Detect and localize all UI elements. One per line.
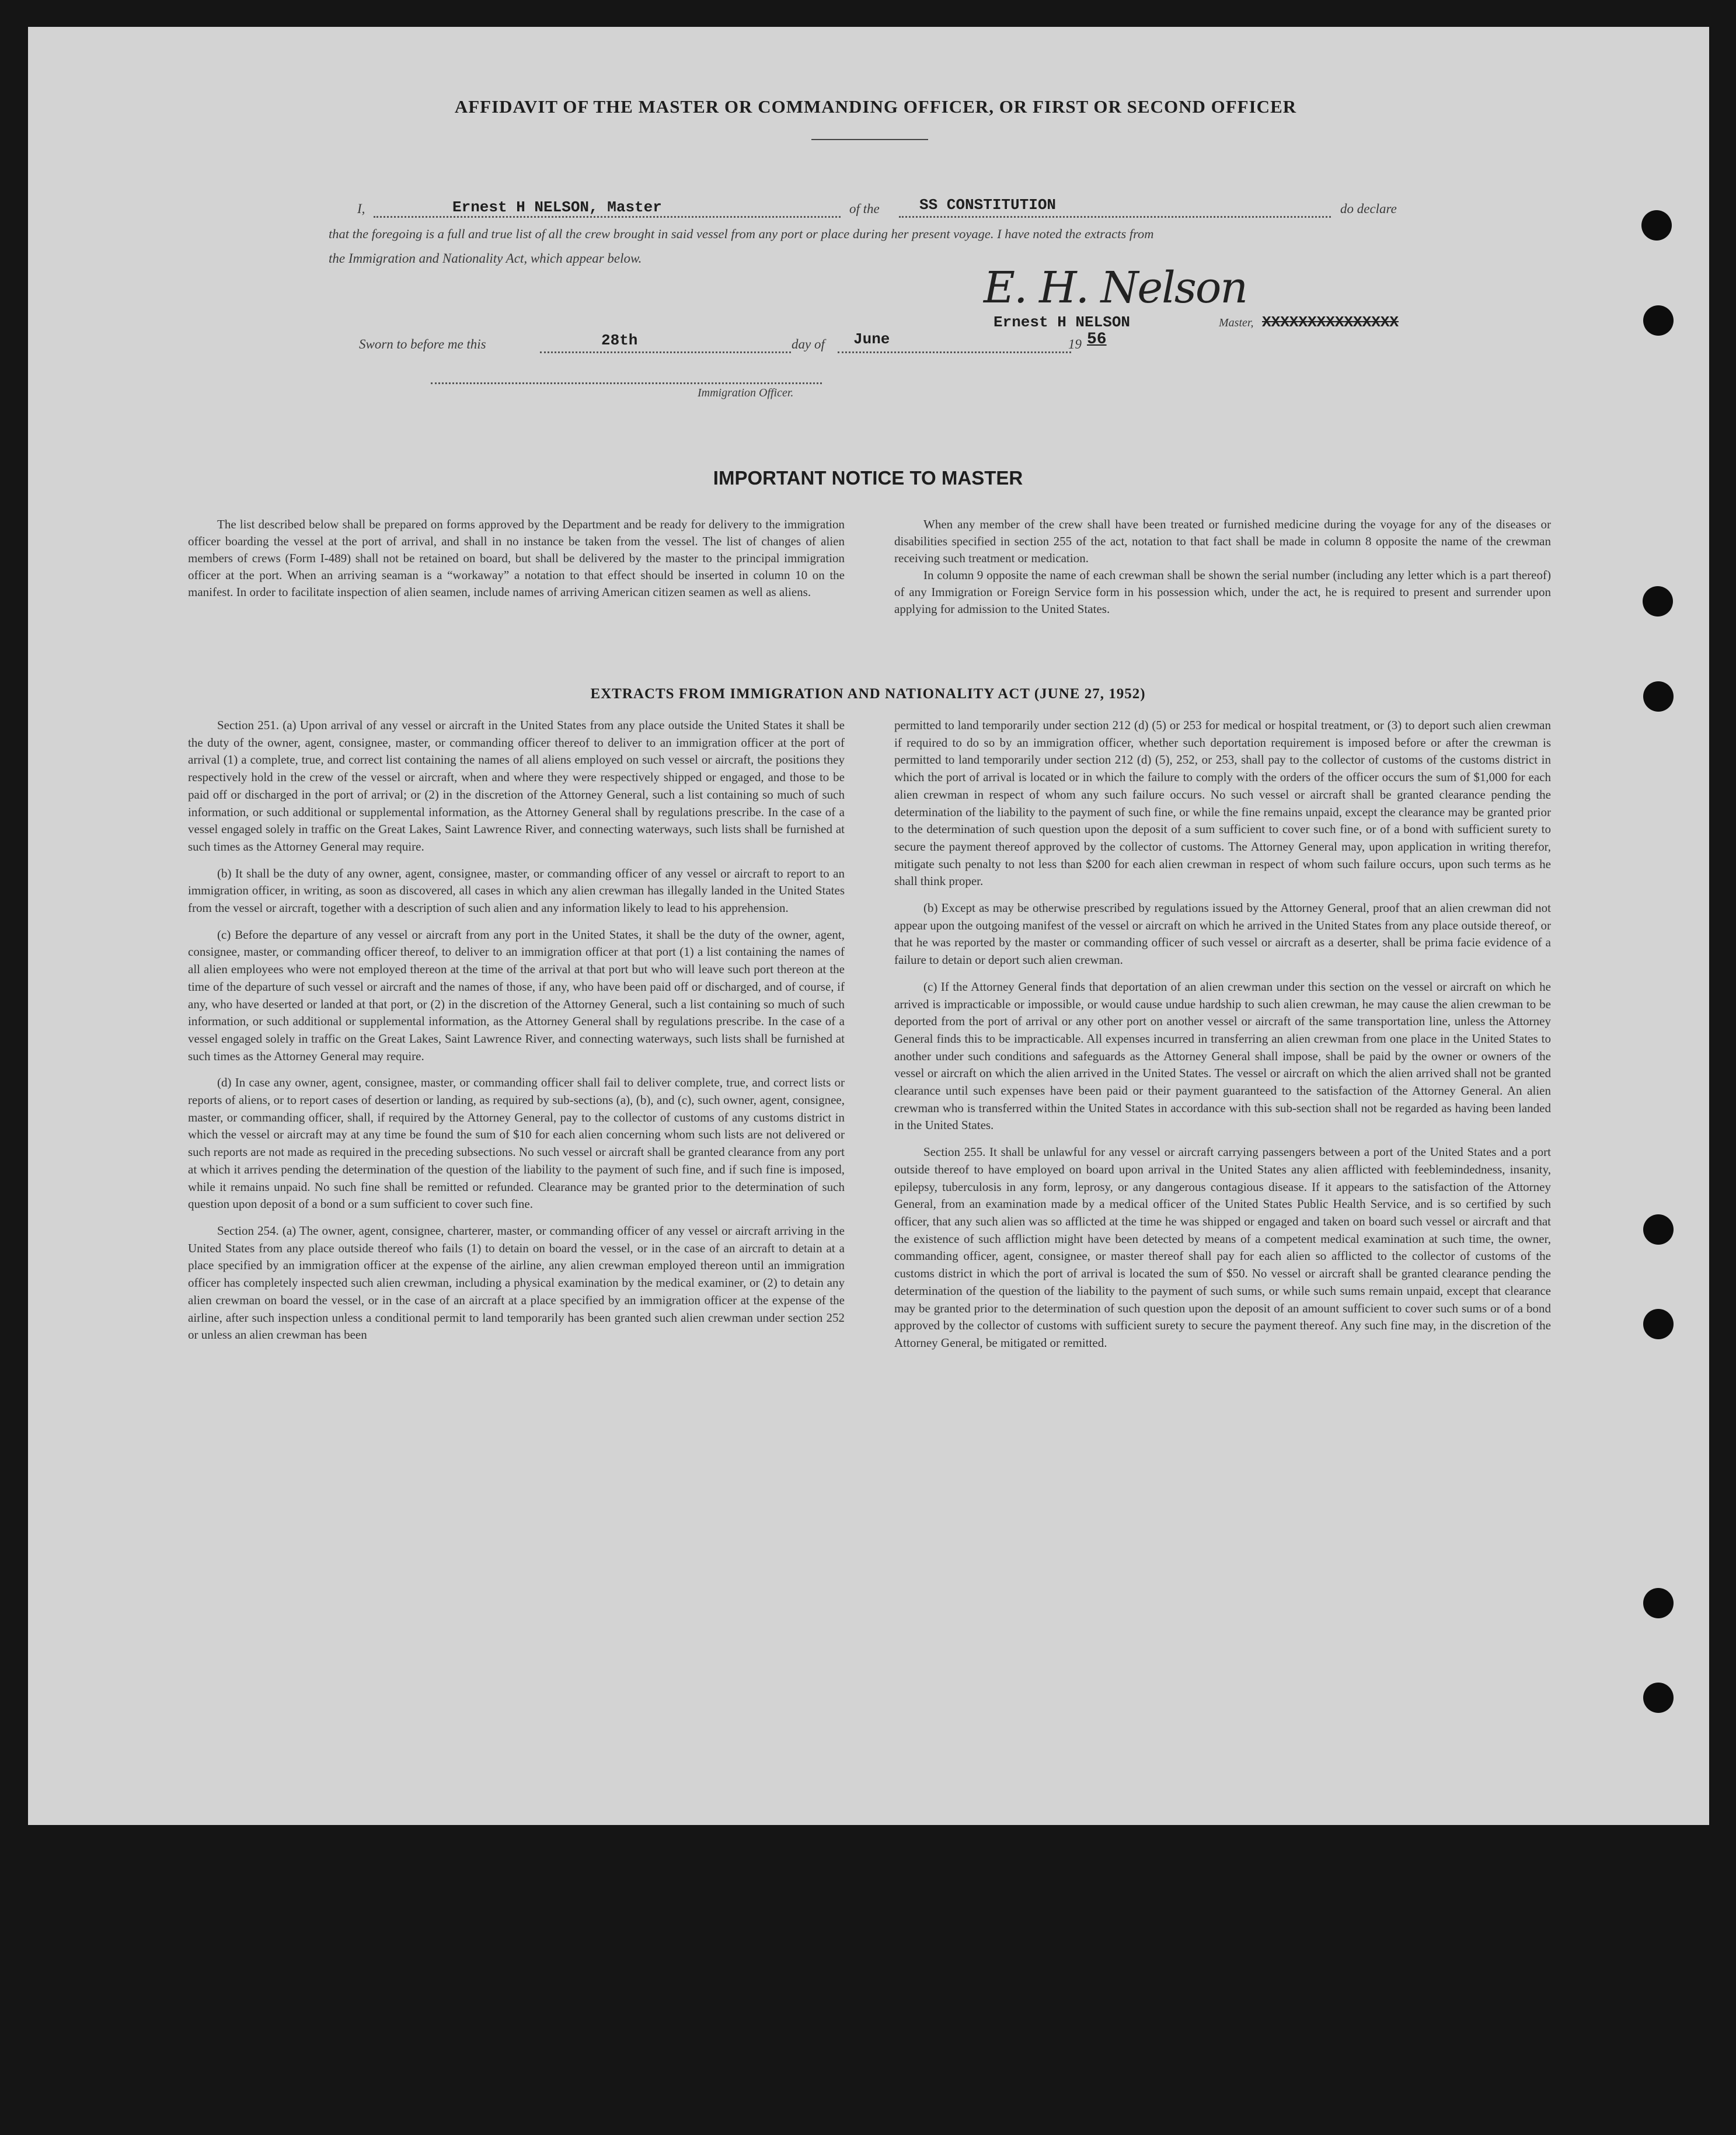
section-251-a: Section 251. (a) Upon arrival of any vessel or aircraft in the United States from any place outside the United States it shall be the duty of the owner, agent, consignee, master, or commanding officer thereof to deliver to an immigration officer at the port of arrival (1) a complete, true, and correct list containing the names of all aliens employed on such vessel or aircraft, the positions they respectively hold in the crew of the vessel or aircraft, when and where they were respectively shipped or engaged, and those to be paid off or discharged in the port of arrival; or (2) in the discretion of the Attorney General, such a list containing so much of such information, or such additional or supplemental information, as the Attorney General shall by regulations prescribe. In the case of a vessel engaged solely in traffic on the Great Lakes, Saint Lawrence River, and connecting waterways, such lists shall be furnished at such times as the Attorney General may require. — [188, 718, 845, 854]
punch-hole-1 — [1641, 210, 1672, 241]
notice-right-text-1: When any member of the crew shall have been treated or furnished medicine during the voyage for any of the diseases or disabilities specified in section 255 of the act, notation to that fact shall be made in column 8 opposite the name of the crewman receiving such treatment or medication. — [894, 517, 1551, 565]
punch-hole-5 — [1643, 1214, 1674, 1245]
year-prefix: 19 — [1068, 337, 1082, 351]
immigration-officer-label: Immigration Officer. — [698, 386, 794, 399]
punch-hole-7 — [1643, 1588, 1674, 1618]
master-label: Master, — [1219, 316, 1254, 329]
master-signature: E. H. Nelson — [984, 263, 1247, 313]
section-251-c: (c) Before the departure of any vessel or aircraft from any port in the United States, it shall be the duty of the owner, agent, consignee, master, or commanding officer thereof, to deliver to an immigration officer at that port (1) a list containing the names of all alien employees who were not employed thereon at the time of the arrival at that port but who will leave such port thereon at the time of the departure of such vessel or aircraft and the names of those, if any, who have been paid off or discharged, and of course, if any, who have deserted or landed at that port, or (2) in the discretion of the Attorney General, such a list containing so much of such information, or such additional or supplemental information, as the Attorney General shall by regulations prescribe. In the case of a vessel engaged solely in traffic on the Great Lakes, Saint Lawrence River, and connecting waterways, such lists shall be furnished at such times as the Attorney General may require. — [188, 927, 845, 1063]
sworn-day-line — [540, 351, 791, 353]
declaration-line-2: the Immigration and Nationality Act, which appear below. — [329, 251, 642, 266]
notice-right-paragraphs — [894, 516, 1551, 618]
officer-name-line — [374, 216, 841, 218]
extracts-left-column — [188, 717, 845, 1353]
section-254-a-cont: permitted to land temporarily under section 212 (d) (5) or 253 for medical or hospital treatment, or (3) to deport such alien crewman if required to do so by an immigration officer, whether such deportation requirement is imposed before or after the crewman is permitted to land temporarily under section 212 (d) (5), 252, or 253, shall pay to the collector of customs of the customs district in which the port of arrival is located or in which the failure to comply with the orders of the officer occurs the sum of $1,000 for each alien crewman in respect of whom any such failure occurs. No such vessel or aircraft shall be granted clearance pending the determination of the liability to the payment of such fine, or while the fine remains unpaid, except the clearance may be granted prior to the determination of such question upon the deposit of a sum sufficient to cover such fine, or of a bond with sufficient surety to secure the payment thereof approved by the collector of customs. The Attorney General may, upon application in writing therefor, mitigate such penalty to not less than $200 for each alien crewman in respect of whom such failure occurs, upon such terms as he shall think proper. — [894, 718, 1551, 889]
extracts-title: EXTRACTS FROM IMMIGRATION AND NATIONALITY ACT (JUNE 27, 1952) — [590, 686, 1146, 702]
punch-hole-4 — [1643, 681, 1674, 712]
day-of-label: day of — [792, 337, 825, 351]
master-strikeout: XXXXXXXXXXXXXXX — [1262, 314, 1399, 331]
punch-hole-8 — [1643, 1683, 1674, 1713]
extracts-right-column — [894, 717, 1551, 1361]
section-254-a: Section 254. (a) The owner, agent, consignee, charterer, master, or commanding officer of any vessel or aircraft arriving in the United States from any place outside thereof who fails (1) to detain on board the vessel, or in the case of an aircraft to detain at a place specified by an immigration officer at the expense of the airline, any alien crewman employed thereon until an immigration officer has completely inspected such alien crewman, including a physical examination by the medical examiner, or (2) to detain any alien crewman on board the vessel, or in the case of an aircraft at a place specified by an immigration officer at the expense of the airline, after such inspection unless a conditional permit to land temporarily has been granted such alien crewman under section 252 or unless an alien crewman has been — [188, 1223, 845, 1342]
sworn-label: Sworn to before me this — [359, 337, 486, 351]
section-254-b: (b) Except as may be otherwise prescribed by regulations issued by the Attorney General, proof that an alien crewman did not appear upon the outgoing manifest of the vessel or aircraft on which he arrived in the United States from any place outside thereof, or that he was reported by the master or commanding officer of such vessel or aircraft as a deserter, shall be prima facie evidence of a failure to detain or deport such alien crewman. — [894, 901, 1551, 967]
vessel-name-field: SS CONSTITUTION — [919, 196, 1057, 214]
section-255: Section 255. It shall be unlawful for any vessel or aircraft carrying passengers between a port of the United States and a port outside thereof to have employed on board upon arrival in the United States any alien afflicted with feeblemindedness, insanity, epilepsy, tuberculosis in any form, leprosy, or any dangerous contagious disease. If it appears to the satisfaction of the Attorney General, from an examination made by a medical officer of the United States Public Health Service, and is so certified by such officer, that any such alien was so afflicted at the time he was shipped or engaged and taken on board such vessel or aircraft and that the existence of such affliction might have been detected by means of a competent medical examination at such time, the owner, commanding officer, agent, consignee, or master thereof shall pay for each alien so afflicted to the collector of customs of the customs district in which the port of arrival is located the sum of $50. No vessel or aircraft shall be granted clearance pending the determination of the question of the liability to the payment of such sums, or while such sums remain unpaid, except that clearance may be granted prior to the determination of such question upon the deposit of an amount sufficient to cover such sums or of a bond approved by the collector of customs with sufficient surety to secure the payment thereof. Any such fine may, in the discretion of the Attorney General, be mitigated or remitted. — [894, 1145, 1551, 1350]
of-the-label: of the — [849, 201, 880, 216]
section-251-d: (d) In case any owner, agent, consignee, master, or commanding officer shall fail to deliver complete, true, and correct lists or reports of aliens, or to report cases of desertion or landing, as required by sub-sections (a), (b), and (c), such owner, agent, consignee, master, or commanding officer, shall, if required by the Attorney General, pay to the collector of customs of any customs district in which the vessel or aircraft may at any time be found the sum of $10 for each alien concerning whom such lists are not delivered or such reports are not made as required in the preceding subsections. No such vessel or aircraft shall be granted clearance from any port at which it arrives pending the determination of the question of the liability to the payment of such fine, and if such fine is imposed, while it remains unpaid. No such fine shall be remitted or refunded. Clearance may be granted prior to the determination of such question upon deposit of a bond or a sum sufficient to cover such fine. — [188, 1075, 845, 1211]
officer-name-field: Ernest H NELSON, Master — [452, 198, 662, 216]
sworn-day-field: 28th — [601, 332, 638, 349]
immigration-officer-line — [431, 382, 822, 384]
typed-master-name: Ernest H NELSON — [994, 314, 1131, 331]
notice-left-text: The list described below shall be prepared on forms approved by the Department and be ready for delivery to the immigration officer boarding the vessel at the port of arrival, and shall in no instance be taken from the vessel. The list of changes of alien members of crews (Form I-489) shall not be retained on board, but shall be delivered by the master to the principal immigration officer at the port. When an arriving seaman is a “workaway” a notation to that effect should be inserted in column 10 on the manifest. In order to facilitate inspection of alien seamen, include names of arriving American citizen seamen as well as aliens. — [188, 517, 845, 599]
affidavit-title: AFFIDAVIT OF THE MASTER OR COMMANDING OFFICER, OR FIRST OR SECOND OFFICER — [454, 96, 1297, 117]
notice-right-text-2: In column 9 opposite the name of each crewman shall be shown the serial number (including any letter which is a part thereof) of any Immigration or Foreign Service form in his possession which, under the act, he is required to present and surrender upon applying for admission to the United States. — [894, 568, 1551, 616]
punch-hole-3 — [1643, 586, 1673, 617]
notice-left-paragraph — [188, 516, 845, 601]
declaration-line-1: that the foregoing is a full and true list of all the crew brought in said vessel from any port or place during her present voyage. I have noted the extracts from — [329, 227, 1154, 241]
punch-hole-2 — [1643, 305, 1674, 336]
title-rule — [811, 139, 928, 140]
do-declare-label: do declare — [1340, 201, 1397, 216]
section-251-b: (b) It shall be the duty of any owner, agent, consignee, master, or commanding officer of any vessel or aircraft to report to an immigration officer, in writing, as soon as discovered, all cases in which any alien crewman has illegally landed in the United States from the vessel or aircraft, together with a description of such alien and any information likely to lead to his apprehension. — [188, 866, 845, 915]
sworn-month-field: June — [853, 330, 890, 348]
year-field: 56 — [1087, 330, 1107, 349]
i-label: I, — [357, 201, 365, 216]
sworn-month-line — [838, 351, 1071, 353]
punch-hole-6 — [1643, 1309, 1674, 1339]
section-254-c: (c) If the Attorney General finds that deportation of an alien crewman under this section on the vessel or aircraft on which he arrived is impracticable or impossible, or would cause undue hardship to such alien crewman, he may cause the alien crewman to be deported from the port of arrival or any other port on another vessel or aircraft of the same transportation line, unless the Attorney General finds this to be impracticable. All expenses incurred in transferring an alien crewman from one place in the United States to another under such conditions and safeguards as the Attorney General shall impose, shall be paid by the owner or owners of the vessel or aircraft on which the alien arrived in the United States. The vessel or aircraft on which the alien arrived shall not be granted clearance until such expenses have been paid or their payment guaranteed to the satisfaction of the Attorney General. An alien crewman who is transferred within the United States in accordance with this sub-section shall not be regarded as having been landed in the United States. — [894, 979, 1551, 1133]
notice-title: IMPORTANT NOTICE TO MASTER — [713, 467, 1023, 489]
vessel-name-line — [899, 216, 1331, 218]
